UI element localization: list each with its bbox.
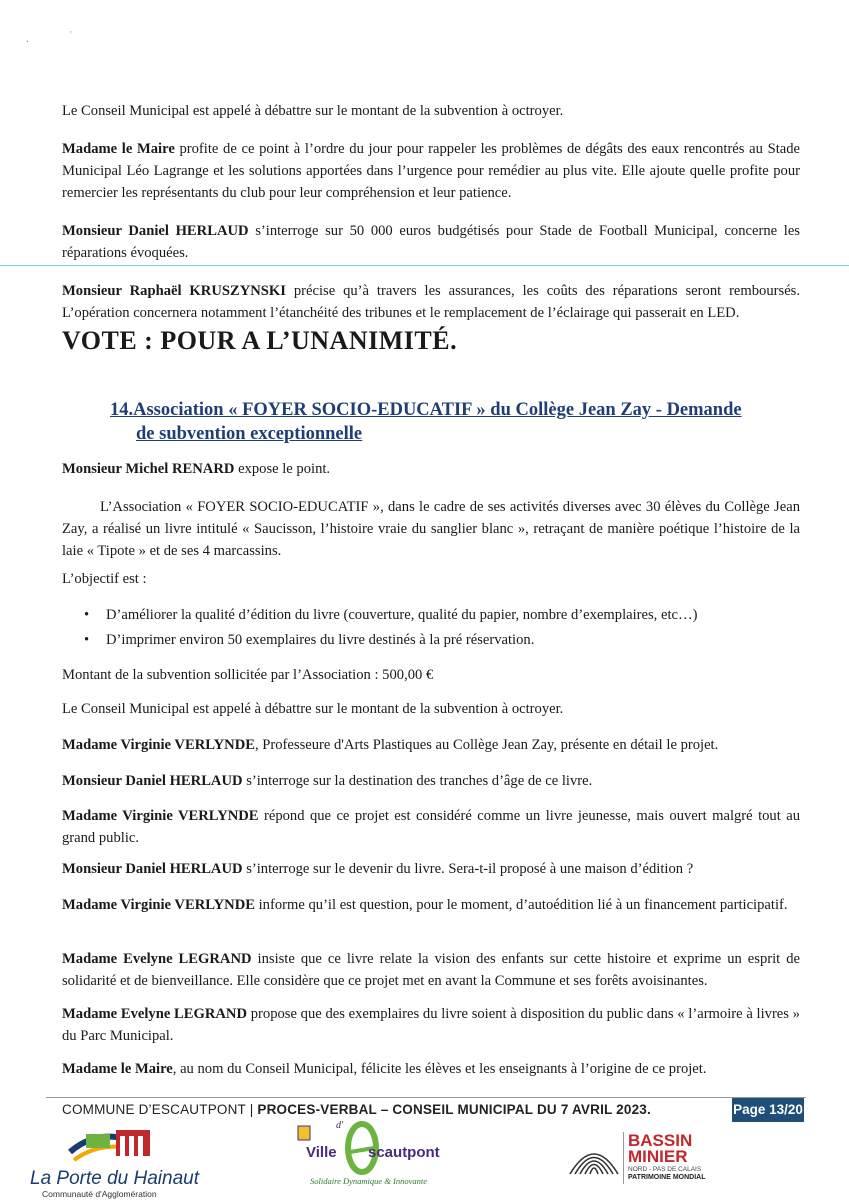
top-section	[62, 100, 800, 324]
footer-commune: COMMUNE D’ESCAUTPONT |	[62, 1102, 258, 1117]
escautpont-word: scautpont	[368, 1144, 440, 1161]
paragraph	[62, 770, 800, 792]
speaker-name: Monsieur Raphaël KRUSZYNSKI	[62, 283, 286, 299]
speaker-name: Monsieur Michel RENARD	[62, 461, 235, 477]
footer-divider	[46, 1097, 806, 1098]
minier-word: MINIER	[628, 1147, 688, 1166]
footer-title	[62, 1102, 651, 1117]
speaker-name: Madame le Maire	[62, 141, 175, 157]
paragraph	[62, 100, 800, 122]
section-heading	[110, 398, 810, 446]
speaker-name: Madame Evelyne LEGRAND	[62, 1006, 248, 1022]
section-heading-line2	[110, 422, 810, 446]
footer-pv: PROCES-VERBAL – CONSEIL MUNICIPAL DU 7 AVRIL 2023.	[257, 1102, 651, 1117]
bassin-word: BASSIN	[628, 1131, 693, 1150]
intro-paragraph: L’Association « FOYER SOCIO-EDUCATIF », dans le cadre de ses activités diverses avec 30 élèves du Collège Jean Zay, a réalisé un livre intitulé « Saucisson, l’histoire vraie du sanglier blanc », retraçant de manière poétique l’histoire de la laie « Tipote » et de ses 4 marcassins.	[62, 499, 800, 559]
ville-d-letter: d'	[336, 1120, 344, 1131]
bassin-minier-logo	[566, 1128, 716, 1194]
vote-result: VOTE : POUR A L’UNANIMITÉ.	[62, 326, 458, 355]
paragraph-text: s’interroge sur 50 000 euros budgétisés pour Stade de Football Municipal, concerne les réparations évoquées.	[62, 223, 800, 261]
paragraph-text: insiste que ce livre relate la vision des enfants sur cette histoire et exprime un esprit de solidarité et de bienveillance. Elle considère que ce projet met en avant la Commune et ses forêts avoisinantes.	[62, 951, 800, 989]
paragraph-text: s’interroge sur le devenir du livre. Sera-t-il proposé à une maison d’édition ?	[242, 861, 694, 877]
ville-slogan: Solidaire Dynamique & Innovante	[310, 1176, 428, 1186]
paragraph-text: , au nom du Conseil Municipal, félicite les élèves et les enseignants à l’origine de ce projet.	[172, 1061, 707, 1077]
speaker-name: Monsieur Daniel HERLAUD	[62, 861, 243, 877]
paragraph	[62, 1058, 800, 1080]
paragraph: Le Conseil Municipal est appelé à débattre sur le montant de la subvention à octroyer.	[62, 701, 564, 717]
page-number-badge: Page 13/20	[732, 1098, 804, 1122]
speaker-name: Madame le Maire	[62, 1061, 173, 1077]
bassin-minier-emblem-icon	[566, 1130, 622, 1186]
objective-list	[80, 604, 697, 654]
paragraph-text: Le Conseil Municipal est appelé à débattre sur le montant de la subvention à octroyer.	[62, 103, 564, 119]
paragraph	[62, 1003, 800, 1047]
section-heading-line2-text: de subvention exceptionnelle	[136, 424, 363, 444]
porte-du-hainaut-name: La Porte du Hainaut	[30, 1168, 200, 1189]
section-heading-line1: 14.Association « FOYER SOCIO-EDUCATIF » du Collège Jean Zay - Demande	[110, 400, 742, 420]
list-item: • D’imprimer environ 50 exemplaires du livre destinés à la pré réservation.	[80, 629, 697, 651]
porte-du-hainaut-subtitle: Communauté d'Agglomération	[42, 1189, 157, 1199]
paragraph	[62, 280, 800, 324]
paragraph-text: répond que ce projet est considéré comme un livre jeunesse, mais ouvert malgré tout au grand public.	[62, 808, 800, 846]
speaker-name: Madame Evelyne LEGRAND	[62, 951, 252, 967]
paragraph	[62, 220, 800, 264]
paragraph-text: , Professeure d'Arts Plastiques au Collège Jean Zay, présente en détail le projet.	[254, 737, 719, 753]
bassin-heritage: PATRIMOINE MONDIAL	[628, 1174, 706, 1181]
paragraph	[62, 458, 800, 480]
scan-mark: .	[26, 34, 29, 45]
ville-escautpont-logo	[288, 1118, 448, 1194]
paragraph-text: s’interroge sur la destination des tranches d’âge de ce livre.	[242, 773, 593, 789]
scan-mark: '	[70, 30, 72, 41]
paragraph-text: informe qu’il est question, pour le moment, d’autoédition lié à un financement participatif.	[254, 897, 788, 913]
paragraph	[62, 894, 800, 916]
paragraph	[62, 138, 800, 204]
bassin-region: NORD - PAS DE CALAIS	[628, 1166, 702, 1173]
speaker-name: Monsieur Daniel HERLAUD	[62, 223, 249, 239]
speaker-name: Monsieur Daniel HERLAUD	[62, 773, 243, 789]
paragraph	[62, 805, 800, 849]
list-item: • D’améliorer la qualité d’édition du livre (couverture, qualité du papier, nombre d’exemplaires, etc…)	[80, 604, 697, 626]
porte-du-hainaut-logo	[30, 1122, 240, 1199]
porte-du-hainaut-emblem-icon	[30, 1122, 160, 1170]
bassin-divider	[623, 1132, 624, 1184]
objective-label: L’objectif est :	[62, 571, 147, 587]
amount-paragraph: Montant de la subvention sollicitée par l’Association : 500,00 €	[62, 667, 434, 683]
paragraph	[62, 858, 800, 880]
speaker-name: Madame Virginie VERLYNDE	[62, 808, 259, 824]
paragraph-text: profite de ce point à l’ordre du jour pour rappeler les problèmes de dégâts des eaux rencontrés au Stade Municipal Léo Lagrange et les solutions apportées dans l’urgence pour remédier au plus vite. Elle ajoute quelle profite pour remercier les représentants du club pour leur compréhension et leur patience.	[62, 141, 800, 201]
paragraph	[62, 734, 800, 756]
ville-word: Ville	[306, 1144, 337, 1161]
speaker-name: Madame Virginie VERLYNDE	[62, 897, 255, 913]
paragraph-text: expose le point.	[234, 461, 331, 477]
paragraph	[62, 948, 800, 992]
speaker-name: Madame Virginie VERLYNDE	[62, 737, 255, 753]
paragraph-text: propose que des exemplaires du livre soient à disposition du public dans « l’armoire à livres » du Parc Municipal.	[62, 1006, 800, 1044]
paragraph-text: précise qu’à travers les assurances, les coûts des réparations seront remboursés. L’opération concernera notamment l’étanchéité des tribunes et le remplacement de l’éclairage qui passerait en LED.	[62, 283, 800, 321]
